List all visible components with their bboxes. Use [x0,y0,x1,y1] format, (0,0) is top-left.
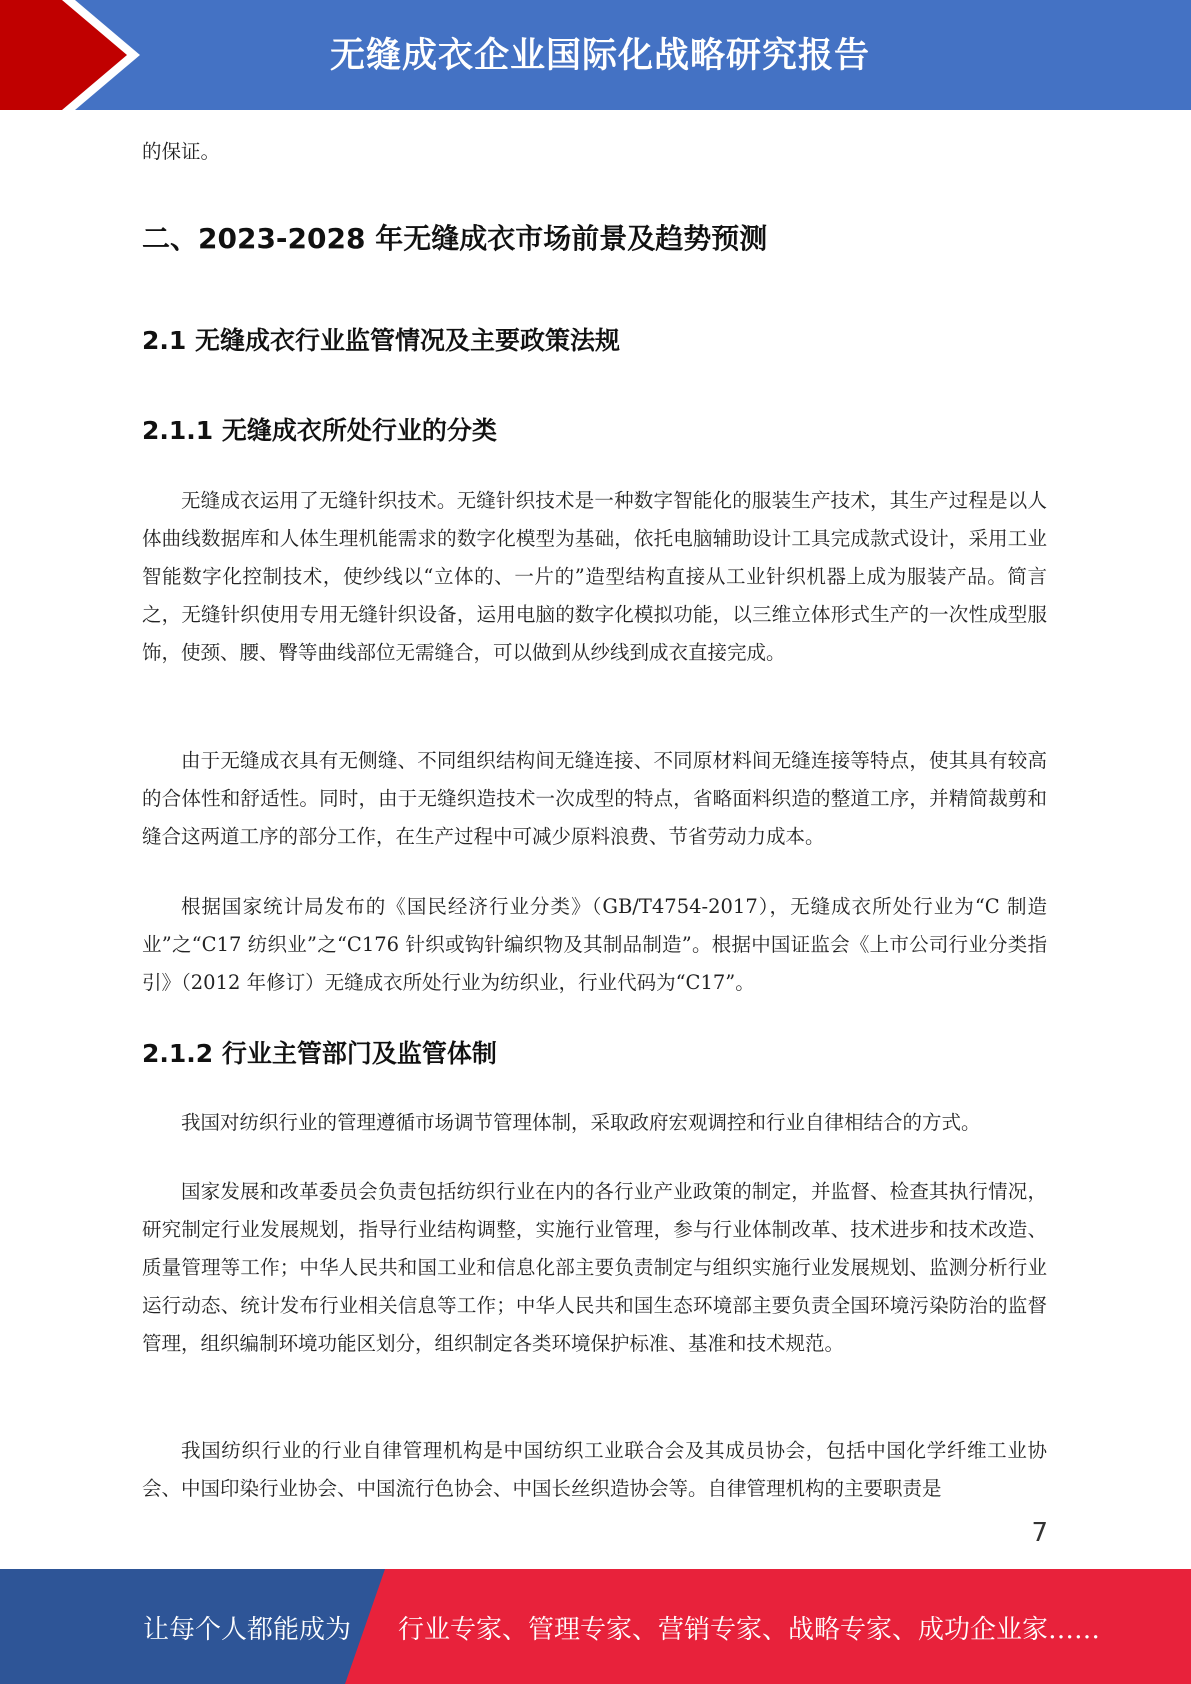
footer-slogan-left: 让每个人都能成为 [143,1615,352,1645]
paragraph-seamless-technology: 无缝成衣运用了无缝针织技术。无缝针织技术是一种数字智能化的服装生产技术，其生产过程是以人体曲线数据库和人体生理机能需求的数字化模型为基础，依托电脑辅助设计工具完成款式设计，采用工业智能数字化控制技术，使纱线以“立体的、一片的”造型结构直接从工业针织机器上成为服装产品。简言之，无缝针织使用专用无缝针织设备，运用电脑的数字化模拟功能，以三维立体形式生产的一次性成型服饰，使颈、腰、臀等曲线部位无需缝合，可以做到从纱线到成衣直接完成。 [142,489,1047,664]
footer-slogan-right: 行业专家、管理专家、营销专家、战略专家、成功企业家…… [398,1615,1101,1645]
page-header [0,0,1191,110]
paragraph-management-system: 我国对纺织行业的管理遵循市场调节管理体制，采取政府宏观调控和行业自律相结合的方式。 [181,1111,981,1134]
page-footer [0,1569,1191,1684]
paragraph-industry-classification: 根据国家统计局发布的《国民经济行业分类》（GB/T4754-2017），无缝成衣所处行业为“C 制造业”之“C17 纺织业”之“C176 针织或钩针编织物及其制品制造”。根据中国证监会《上市公司行业分类指引》（2012 年修订）无缝成衣所处行业为纺织业，行业代码为“C17”。 [142,895,1047,994]
paragraph-regulators: 国家发展和改革委员会负责包括纺织行业在内的各行业产业政策的制定，并监督、检查其执行情况，研究制定行业发展规划，指导行业结构调整，实施行业管理，参与行业体制改革、技术进步和技术改造、质量管理等工作；中华人民共和国工业和信息化部主要负责制定与组织实施行业发展规划、监测分析行业运行动态、统计发布行业相关信息等工作；中华人民共和国生态环境部主要负责全国环境污染防治的监督管理，组织编制环境功能区划分，组织制定各类环境保护标准、基准和技术规范。 [142,1180,1047,1355]
header-title: 无缝成衣企业国际化战略研究报告 [330,36,871,76]
section-heading-2-1-1: 2.1.1 无缝成衣所处行业的分类 [142,416,497,445]
paragraph-continuation: 的保证。 [142,140,221,163]
paragraph-seamless-advantages: 由于无缝成衣具有无侧缝、不同组织结构间无缝连接、不同原材料间无缝连接等特点，使其具有较高的合体性和舒适性。同时，由于无缝织造技术一次成型的特点，省略面料织造的整道工序，并精简裁剪和缝合这两道工序的部分工作，在生产过程中可减少原料浪费、节省劳动力成本。 [142,749,1047,848]
chapter-heading: 二、2023-2028 年无缝成衣市场前景及趋势预测 [142,222,768,255]
section-heading-2-1-2: 2.1.2 行业主管部门及监管体制 [142,1039,497,1068]
paragraph-self-regulation: 我国纺织行业的行业自律管理机构是中国纺织工业联合会及其成员协会，包括中国化学纤维工业协会、中国印染行业协会、中国流行色协会、中国长丝织造协会等。自律管理机构的主要职责是 [142,1439,1047,1500]
section-heading-2-1: 2.1 无缝成衣行业监管情况及主要政策法规 [142,326,620,355]
page-number: 7 [1031,1518,1048,1548]
